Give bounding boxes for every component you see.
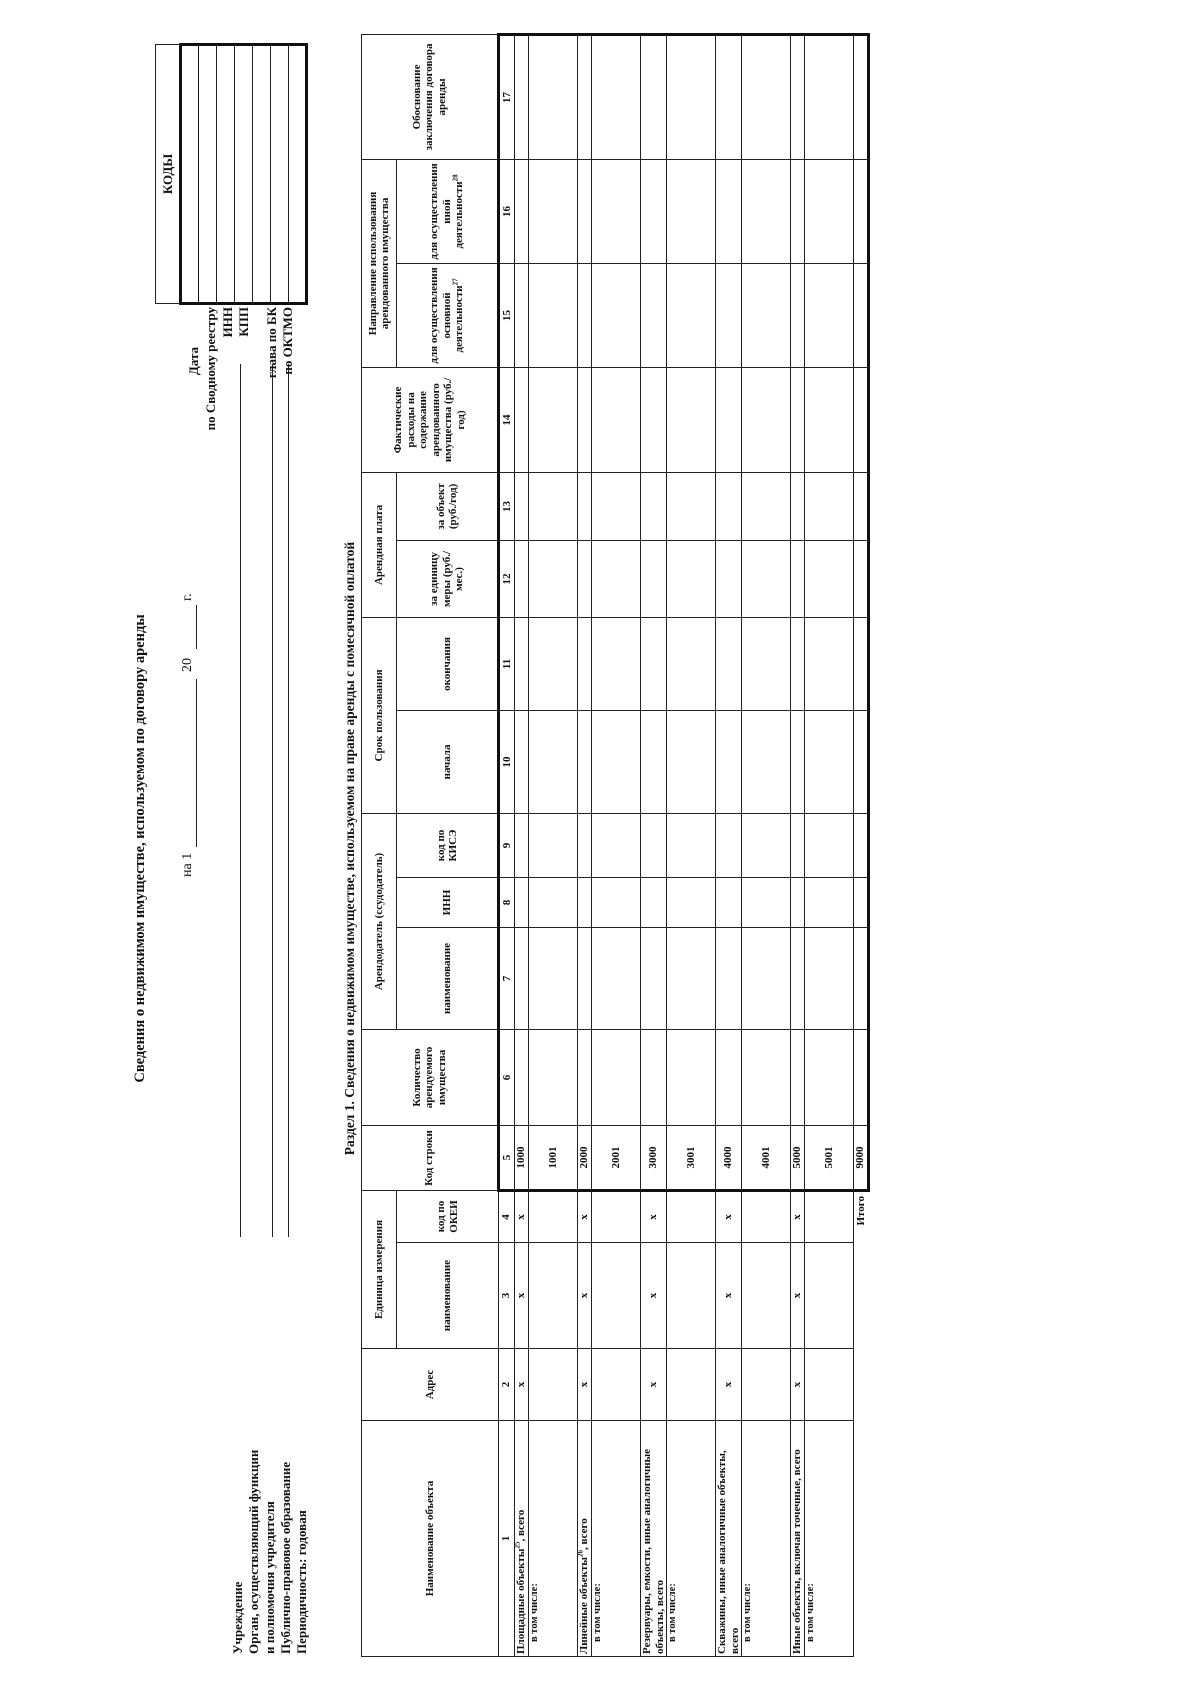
cell[interactable] <box>805 34 854 159</box>
cell-okei: x <box>791 1190 805 1242</box>
cell[interactable] <box>667 1029 716 1125</box>
cell[interactable] <box>578 617 592 710</box>
table-row <box>529 34 578 1656</box>
label-bk: глава по БК <box>264 307 279 379</box>
row-name: Линейные объекты$^{26}$, всего <box>578 1421 592 1657</box>
cell[interactable] <box>529 472 578 540</box>
header-term-group: Срок пользования <box>362 617 397 813</box>
cell[interactable] <box>641 34 667 159</box>
cell[interactable] <box>742 540 791 617</box>
column-number: 4 <box>499 1190 515 1242</box>
row-name: Скважины, иные аналогичные объекты, всего <box>716 1421 742 1657</box>
cell[interactable] <box>716 1029 742 1125</box>
header-usage-main: для осуществления основной деятельности$^{27}$ <box>397 263 499 367</box>
label-svod: по Сводному реестру <box>203 307 218 431</box>
cell[interactable] <box>529 1349 578 1421</box>
table-row <box>592 34 641 1656</box>
total-row <box>854 34 869 1656</box>
cell[interactable] <box>742 472 791 540</box>
cell[interactable] <box>854 927 869 1029</box>
code-svod[interactable] <box>199 45 217 304</box>
cell[interactable] <box>854 877 869 927</box>
cell[interactable] <box>515 34 529 159</box>
cell[interactable] <box>578 367 592 472</box>
column-number: 16 <box>499 159 515 263</box>
cell[interactable] <box>716 263 742 367</box>
cell[interactable] <box>742 877 791 927</box>
row-name: Резервуары, емкости, иные аналогичные объекты, всего <box>641 1421 667 1657</box>
cell[interactable] <box>805 813 854 877</box>
cell[interactable] <box>854 813 869 877</box>
column-numbers-row <box>499 34 515 1656</box>
cell[interactable] <box>742 927 791 1029</box>
cell[interactable] <box>791 877 805 927</box>
header-expenses: Фактические расходы на содержание арендованного имущества (руб./год) <box>362 367 499 472</box>
cell[interactable] <box>667 34 716 159</box>
cell[interactable] <box>805 367 854 472</box>
cell[interactable] <box>529 813 578 877</box>
cell[interactable] <box>854 34 869 159</box>
cell-address: x <box>791 1349 805 1421</box>
cell[interactable] <box>667 710 716 813</box>
row-code: 1000 <box>515 1125 529 1190</box>
cell[interactable] <box>515 710 529 813</box>
row-name: Площадные объекты$^{25}$, всего <box>515 1421 529 1657</box>
cell[interactable] <box>791 710 805 813</box>
table-row <box>641 34 667 1656</box>
date-day-month-field[interactable] <box>196 679 197 847</box>
label-inn: ИНН <box>220 307 235 338</box>
header-rent-object: за объект (руб./год) <box>397 472 499 540</box>
cell[interactable] <box>805 1243 854 1349</box>
cell[interactable] <box>592 34 641 159</box>
cell[interactable] <box>592 367 641 472</box>
cell[interactable] <box>578 927 592 1029</box>
table-row <box>716 34 742 1656</box>
cell[interactable] <box>515 1029 529 1125</box>
row-code: 3001 <box>667 1125 716 1190</box>
header-unit-group: Единица измерения <box>362 1190 397 1348</box>
header-address: Адрес <box>362 1349 499 1421</box>
column-number: 1 <box>499 1421 515 1657</box>
header-landlord-inn: ИНН <box>397 877 499 927</box>
date-year-prefix: 20 <box>180 658 195 672</box>
cell[interactable] <box>667 472 716 540</box>
column-number: 6 <box>499 1029 515 1125</box>
header-usage-group: Направление использования арендованного имущества <box>362 159 397 367</box>
header-quantity: Количество арендуемого имущества <box>362 1029 499 1125</box>
cell-unit: x <box>578 1243 592 1349</box>
cell[interactable] <box>515 877 529 927</box>
cell[interactable] <box>592 1029 641 1125</box>
cell[interactable] <box>667 1190 716 1242</box>
column-number: 12 <box>499 540 515 617</box>
cell[interactable] <box>515 159 529 263</box>
cell-unit: x <box>641 1243 667 1349</box>
cell[interactable] <box>529 34 578 159</box>
cell[interactable] <box>515 540 529 617</box>
founder-body-field[interactable] <box>272 364 273 1237</box>
cell[interactable] <box>716 710 742 813</box>
cell-unit: x <box>716 1243 742 1349</box>
institution-field[interactable] <box>240 364 241 1237</box>
cell-okei: x <box>578 1190 592 1242</box>
header-row-code: Код строки <box>362 1125 499 1190</box>
cell[interactable] <box>716 367 742 472</box>
label-oktmo: по ОКТМО <box>280 307 295 375</box>
cell[interactable] <box>805 1349 854 1421</box>
cell[interactable] <box>578 877 592 927</box>
cell[interactable] <box>641 263 667 367</box>
cell[interactable] <box>515 472 529 540</box>
cell[interactable] <box>592 540 641 617</box>
cell[interactable] <box>667 367 716 472</box>
row-name: в том числе: <box>592 1421 641 1657</box>
cell[interactable] <box>742 34 791 159</box>
cell[interactable] <box>515 617 529 710</box>
header-unit-okei: код по ОКЕИ <box>397 1190 499 1242</box>
cell[interactable] <box>641 472 667 540</box>
cell[interactable] <box>667 813 716 877</box>
row-name: в том числе: <box>742 1421 791 1657</box>
cell[interactable] <box>578 472 592 540</box>
cell[interactable] <box>791 540 805 617</box>
cell[interactable] <box>791 617 805 710</box>
cell[interactable] <box>742 1349 791 1421</box>
cell[interactable] <box>742 617 791 710</box>
cell[interactable] <box>578 263 592 367</box>
cell[interactable] <box>854 367 869 472</box>
cell[interactable] <box>641 159 667 263</box>
cell[interactable] <box>529 1190 578 1242</box>
cell[interactable] <box>742 367 791 472</box>
cell[interactable] <box>742 1029 791 1125</box>
cell[interactable] <box>854 1029 869 1125</box>
table-row <box>791 34 805 1656</box>
label-kpp: КПП <box>236 307 251 337</box>
cell[interactable] <box>592 1190 641 1242</box>
total-label: Итого <box>855 1195 867 1226</box>
cell[interactable] <box>592 1349 641 1421</box>
column-number: 7 <box>499 927 515 1029</box>
cell-address: x <box>515 1349 529 1421</box>
column-number: 17 <box>499 34 515 159</box>
cell[interactable] <box>578 540 592 617</box>
codes-box <box>155 43 308 305</box>
cell[interactable] <box>854 617 869 710</box>
cell[interactable] <box>805 263 854 367</box>
cell[interactable] <box>791 367 805 472</box>
cell[interactable] <box>578 1029 592 1125</box>
label-founder-body-2: и полномочия учредителя <box>262 1501 277 1654</box>
row-name: в том числе: <box>529 1421 578 1657</box>
column-number: 9 <box>499 813 515 877</box>
cell[interactable] <box>742 1190 791 1242</box>
label-periodicity: Периодичность: годовая <box>294 1510 309 1654</box>
cell[interactable] <box>529 159 578 263</box>
row-code: 4001 <box>742 1125 791 1190</box>
cell[interactable] <box>529 540 578 617</box>
cell[interactable] <box>592 159 641 263</box>
cell[interactable] <box>592 877 641 927</box>
header-landlord-kise: код по КИСЭ <box>397 813 499 877</box>
cell[interactable] <box>716 34 742 159</box>
cell[interactable] <box>641 367 667 472</box>
cell[interactable] <box>529 1243 578 1349</box>
cell[interactable] <box>592 472 641 540</box>
cell[interactable] <box>515 367 529 472</box>
row-code: 2000 <box>578 1125 592 1190</box>
cell-okei: x <box>716 1190 742 1242</box>
cell[interactable] <box>854 159 869 263</box>
cell[interactable] <box>805 1190 854 1242</box>
cell[interactable] <box>515 263 529 367</box>
cell[interactable] <box>742 813 791 877</box>
cell[interactable] <box>716 927 742 1029</box>
header-basis: Обоснование заключения договора аренды <box>362 34 499 159</box>
cell[interactable] <box>742 1243 791 1349</box>
cell[interactable] <box>854 263 869 367</box>
cell[interactable] <box>716 159 742 263</box>
cell[interactable] <box>529 927 578 1029</box>
cell[interactable] <box>592 813 641 877</box>
cell-okei: x <box>515 1190 529 1242</box>
cell[interactable] <box>667 1243 716 1349</box>
cell[interactable] <box>529 1029 578 1125</box>
row-name: Иные объекты, включая точечные, всего <box>791 1421 805 1657</box>
cell[interactable] <box>641 927 667 1029</box>
cell[interactable] <box>854 540 869 617</box>
cell[interactable] <box>716 617 742 710</box>
label-public-entity: Публично-правовое образование <box>278 1461 293 1654</box>
code-inn[interactable] <box>217 45 235 304</box>
row-code: 5000 <box>791 1125 805 1190</box>
cell[interactable] <box>578 710 592 813</box>
header-landlord-group: Арендодатель (ссудодатель) <box>362 813 397 1029</box>
cell[interactable] <box>854 472 869 540</box>
date-prefix: на 1 <box>180 852 195 877</box>
cell-unit: x <box>515 1243 529 1349</box>
date-line <box>180 477 204 877</box>
cell[interactable] <box>742 710 791 813</box>
column-number: 11 <box>499 617 515 710</box>
code-kpp[interactable] <box>235 45 253 304</box>
header-landlord-name: наименование <box>397 927 499 1029</box>
total-code: 9000 <box>854 1125 869 1190</box>
cell[interactable] <box>667 159 716 263</box>
cell[interactable] <box>641 617 667 710</box>
cell[interactable] <box>578 813 592 877</box>
header-rent-unit: за единицу меры (руб./мес.) <box>397 540 499 617</box>
cell[interactable] <box>515 813 529 877</box>
table-row <box>742 34 791 1656</box>
section-title: Раздел 1. Сведения о недвижимом имуществе, используемом на праве аренды с помесячной оплатой <box>342 541 357 1156</box>
row-code: 3000 <box>641 1125 667 1190</box>
cell[interactable] <box>592 617 641 710</box>
column-number: 14 <box>499 367 515 472</box>
cell[interactable] <box>805 877 854 927</box>
cell[interactable] <box>791 34 805 159</box>
header-name: Наименование объекта <box>362 1421 499 1657</box>
cell[interactable] <box>592 263 641 367</box>
row-code: 2001 <box>592 1125 641 1190</box>
header-term-start: начала <box>397 710 499 813</box>
cell[interactable] <box>578 159 592 263</box>
cell[interactable] <box>791 1029 805 1125</box>
cell[interactable] <box>667 617 716 710</box>
cell[interactable] <box>529 710 578 813</box>
column-number: 2 <box>499 1349 515 1421</box>
cell[interactable] <box>529 877 578 927</box>
cell[interactable] <box>578 34 592 159</box>
header-unit-name: наименование <box>397 1243 499 1349</box>
date-year-field[interactable] <box>196 605 197 649</box>
document-title: Сведения о недвижимом имуществе, используемом по договору аренды <box>132 614 148 1083</box>
cell[interactable] <box>641 710 667 813</box>
cell[interactable] <box>515 927 529 1029</box>
column-number: 3 <box>499 1243 515 1349</box>
cell[interactable] <box>854 710 869 813</box>
cell[interactable] <box>791 159 805 263</box>
cell[interactable] <box>592 710 641 813</box>
row-name: в том числе: <box>667 1421 716 1657</box>
cell[interactable] <box>529 263 578 367</box>
label-institution: Учреждение <box>230 1581 245 1654</box>
cell[interactable] <box>805 927 854 1029</box>
cell[interactable] <box>805 540 854 617</box>
row-code: 1001 <box>529 1125 578 1190</box>
cell-address: x <box>641 1349 667 1421</box>
label-founder-body: Орган, осуществляющий функции <box>246 1449 261 1654</box>
cell[interactable] <box>791 472 805 540</box>
cell[interactable] <box>716 472 742 540</box>
table-row <box>805 34 854 1656</box>
cell[interactable] <box>805 710 854 813</box>
cell[interactable] <box>641 540 667 617</box>
cell[interactable] <box>641 1029 667 1125</box>
cell-address: x <box>578 1349 592 1421</box>
column-number: 5 <box>499 1125 515 1190</box>
code-oktmo[interactable] <box>289 45 307 304</box>
cell[interactable] <box>529 367 578 472</box>
table-row <box>667 34 716 1656</box>
rent-table <box>361 33 870 1657</box>
row-name: в том числе: <box>805 1421 854 1657</box>
cell-address: x <box>716 1349 742 1421</box>
cell-okei: x <box>641 1190 667 1242</box>
public-entity-field[interactable] <box>288 364 289 1237</box>
cell[interactable] <box>742 159 791 263</box>
header-term-end: окончания <box>397 617 499 710</box>
cell[interactable] <box>805 617 854 710</box>
cell[interactable] <box>791 263 805 367</box>
cell[interactable] <box>592 1243 641 1349</box>
cell[interactable] <box>805 472 854 540</box>
cell[interactable] <box>791 813 805 877</box>
row-code: 4000 <box>716 1125 742 1190</box>
cell[interactable] <box>641 877 667 927</box>
header-rent-group: Арендная плата <box>362 472 397 617</box>
table-row <box>578 34 592 1656</box>
cell[interactable] <box>716 540 742 617</box>
cell[interactable] <box>716 877 742 927</box>
cell[interactable] <box>791 927 805 1029</box>
cell[interactable] <box>805 159 854 263</box>
cell[interactable] <box>716 813 742 877</box>
code-empty[interactable] <box>253 45 271 304</box>
cell[interactable] <box>667 927 716 1029</box>
column-number: 13 <box>499 472 515 540</box>
date-year-suffix: г. <box>180 593 195 601</box>
cell-unit: x <box>791 1243 805 1349</box>
cell[interactable] <box>592 927 641 1029</box>
cell[interactable] <box>667 263 716 367</box>
table-row <box>515 34 529 1656</box>
cell[interactable] <box>667 540 716 617</box>
code-date[interactable] <box>181 45 199 304</box>
cell[interactable] <box>667 1349 716 1421</box>
row-code: 5001 <box>805 1125 854 1190</box>
code-bk[interactable] <box>271 45 289 304</box>
cell[interactable] <box>805 1029 854 1125</box>
cell[interactable] <box>529 617 578 710</box>
column-number: 8 <box>499 877 515 927</box>
codes-header: КОДЫ <box>156 45 181 304</box>
column-number: 15 <box>499 263 515 367</box>
cell[interactable] <box>742 263 791 367</box>
header-usage-other: для осуществления иной деятельности$^{28}$ <box>397 159 499 263</box>
label-date: Дата <box>186 347 201 376</box>
cell[interactable] <box>667 877 716 927</box>
column-number: 10 <box>499 710 515 813</box>
cell[interactable] <box>641 813 667 877</box>
